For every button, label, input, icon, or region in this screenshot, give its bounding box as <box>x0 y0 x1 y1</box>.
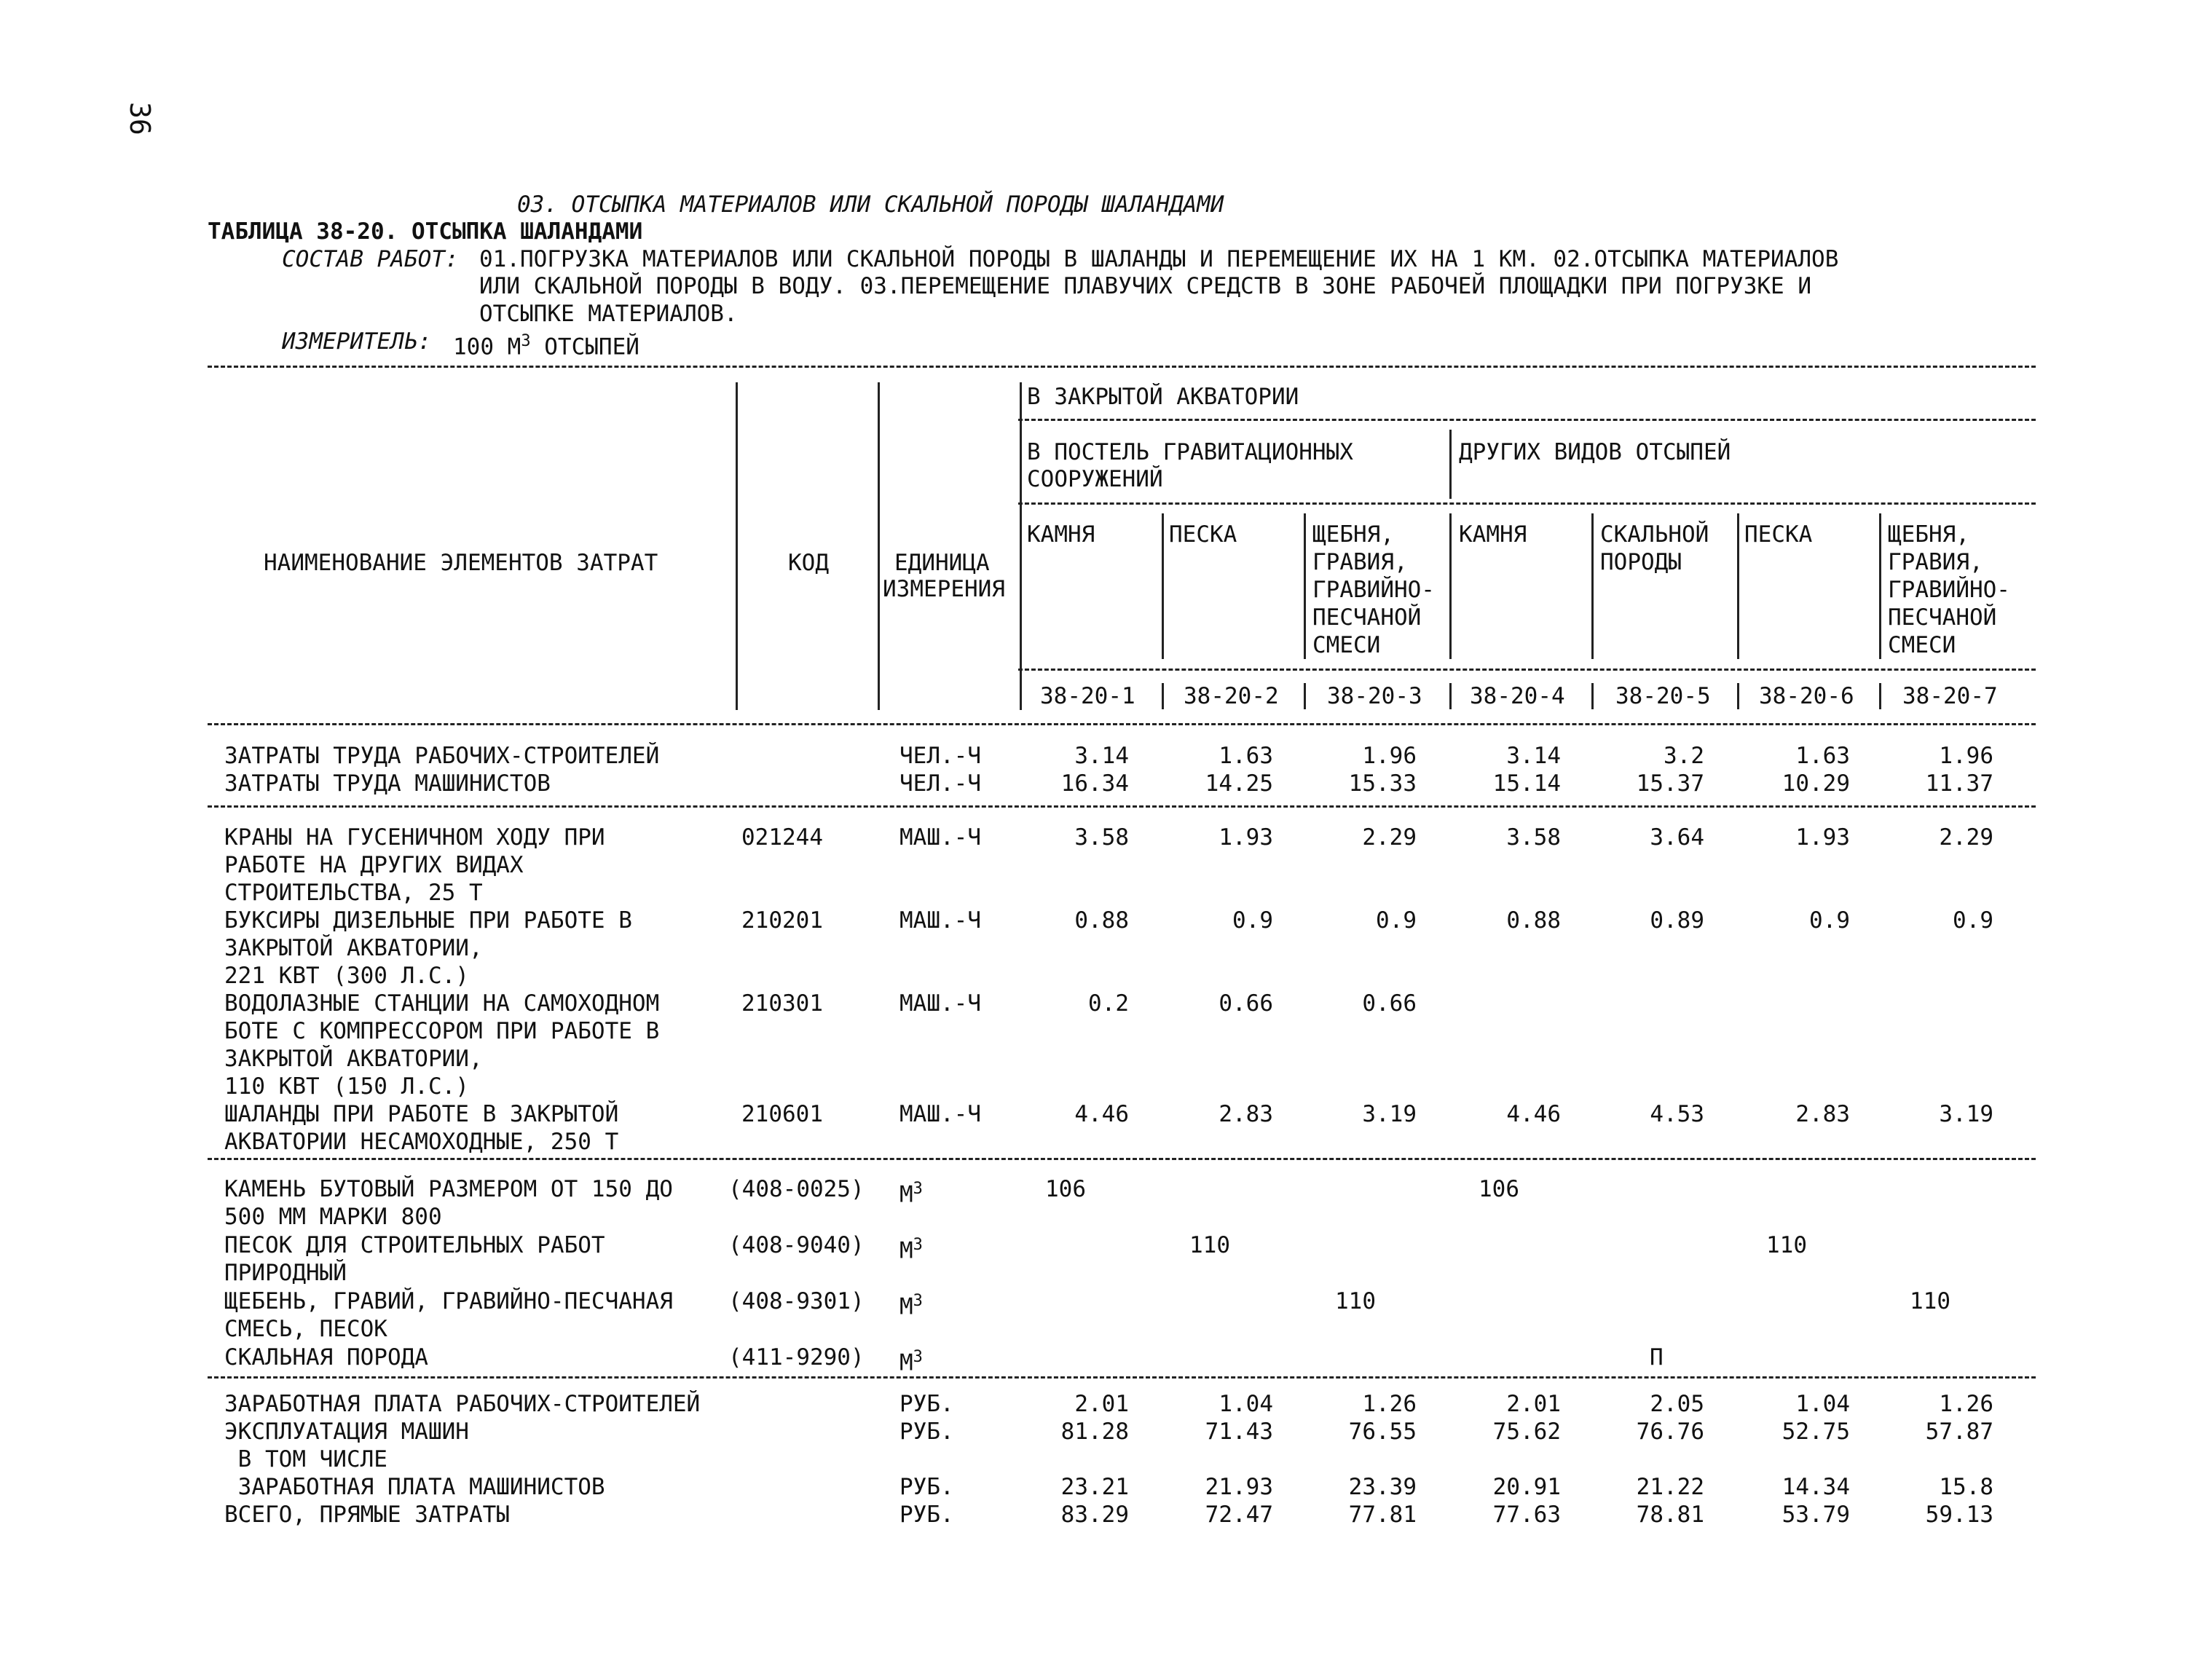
material-value: 110 <box>1335 1288 1376 1314</box>
vline-sub-5 <box>1737 513 1739 659</box>
subcol-3-line-3: ГРАВИЙНО- <box>1312 577 1435 603</box>
machine-unit: МАШ.-Ч <box>899 824 981 851</box>
labor-name: ЗАТРАТЫ ТРУДА МАШИНИСТОВ <box>224 770 551 797</box>
cost-value: 21.93 <box>1205 1474 1273 1500</box>
code-38-20-4: 38-20-4 <box>1470 683 1565 709</box>
machine-value: 0.2 <box>1088 990 1129 1017</box>
header-group-b: ДРУГИХ ВИДОВ ОТСЫПЕЙ <box>1459 439 1731 465</box>
vline-sub-4 <box>1591 513 1594 659</box>
cost-name: ЭКСПЛУАТАЦИЯ МАШИН <box>224 1419 469 1445</box>
measure-label: ИЗМЕРИТЕЛЬ: <box>282 328 432 355</box>
material-unit-text: М <box>899 1349 913 1376</box>
machine-value: 0.88 <box>1074 907 1129 934</box>
vline-code-4 <box>1591 683 1594 709</box>
cost-value: 14.34 <box>1782 1474 1850 1500</box>
cost-value: 15.8 <box>1939 1474 1993 1500</box>
labor-value: 1.63 <box>1795 743 1850 769</box>
vline-sub-6 <box>1879 513 1881 659</box>
labor-value: 1.96 <box>1362 743 1417 769</box>
material-unit-sup: 3 <box>913 1236 923 1254</box>
cost-value: 1.04 <box>1795 1391 1850 1417</box>
subcol-7-line-5: СМЕСИ <box>1888 632 1956 658</box>
cost-value: 78.81 <box>1636 1502 1704 1528</box>
machine-name-line: БУКСИРЫ ДИЗЕЛЬНЫЕ ПРИ РАБОТЕ В <box>224 907 632 934</box>
labor-unit: ЧЕЛ.-Ч <box>899 770 981 797</box>
machine-code: 210201 <box>741 907 823 934</box>
material-code: (411-9290) <box>728 1344 865 1371</box>
material-unit <box>899 1232 923 1263</box>
cost-value: 83.29 <box>1060 1502 1129 1528</box>
vline-code-5 <box>1737 683 1739 709</box>
subcol-3-line-2: ГРАВИЯ, <box>1312 549 1408 575</box>
cost-value: 53.79 <box>1782 1502 1850 1528</box>
cost-value: 2.01 <box>1074 1391 1129 1417</box>
material-unit-sup: 3 <box>913 1180 923 1198</box>
cost-value: 76.55 <box>1348 1419 1417 1445</box>
machine-value: 0.9 <box>1376 907 1417 934</box>
material-value: 106 <box>1045 1176 1086 1202</box>
labor-value: 11.37 <box>1925 770 1993 797</box>
subcol-3-line-1: ЩЕБНЯ, <box>1312 521 1394 548</box>
labor-value: 16.34 <box>1060 770 1129 797</box>
material-name-line: СМЕСЬ, ПЕСОК <box>224 1316 387 1342</box>
page-number: 36 <box>124 102 156 135</box>
subcol-2: ПЕСКА <box>1169 521 1237 548</box>
machine-name-line: БОТЕ С КОМПРЕССОРОМ ПРИ РАБОТЕ В <box>224 1018 660 1044</box>
cost-value: 72.47 <box>1205 1502 1273 1528</box>
vline-sub-3 <box>1449 513 1452 659</box>
subcol-1: КАМНЯ <box>1027 521 1095 548</box>
machine-value: 3.19 <box>1362 1101 1417 1127</box>
material-name-line: ПЕСОК ДЛЯ СТРОИТЕЛЬНЫХ РАБОТ <box>224 1232 605 1258</box>
cost-value: 59.13 <box>1925 1502 1993 1528</box>
machine-value: 2.29 <box>1939 824 1993 851</box>
labor-value: 14.25 <box>1205 770 1273 797</box>
vline-code-2 <box>1304 683 1306 709</box>
cost-value: 52.75 <box>1782 1419 1850 1445</box>
machine-name-line: 110 КВТ (150 Л.С.) <box>224 1073 469 1100</box>
labor-value: 3.14 <box>1506 743 1561 769</box>
vline-sub-1 <box>1162 513 1164 659</box>
material-value: 106 <box>1479 1176 1519 1202</box>
labor-value: 3.2 <box>1664 743 1704 769</box>
vline-unit-left <box>878 382 880 710</box>
machine-unit: МАШ.-Ч <box>899 907 981 934</box>
machine-value: 1.93 <box>1219 824 1273 851</box>
machine-name-line: РАБОТЕ НА ДРУГИХ ВИДАХ <box>224 852 524 878</box>
machine-code: 021244 <box>741 824 823 851</box>
cost-value: 1.04 <box>1219 1391 1273 1417</box>
labor-value: 15.14 <box>1492 770 1561 797</box>
vline-group-split-top <box>1449 430 1452 499</box>
rule-after-labor <box>208 805 2036 808</box>
header-unit-col-2: ИЗМЕРЕНИЯ <box>883 576 1005 602</box>
vline-code-1 <box>1162 683 1164 709</box>
labor-name: ЗАТРАТЫ ТРУДА РАБОЧИХ-СТРОИТЕЛЕЙ <box>224 743 660 769</box>
subcol-6: ПЕСКА <box>1744 521 1813 548</box>
cost-value: 71.43 <box>1205 1419 1273 1445</box>
rule-subgroups <box>1018 502 2036 505</box>
measure-text: 100 $М^3$ ОТСЫПЕЙ <box>453 332 639 360</box>
code-38-20-2: 38-20-2 <box>1184 683 1279 709</box>
code-38-20-6: 38-20-6 <box>1759 683 1854 709</box>
cost-value: 2.05 <box>1650 1391 1704 1417</box>
machine-name-line: СТРОИТЕЛЬСТВА, 25 Т <box>224 880 483 906</box>
rule-header-bottom <box>208 723 2036 725</box>
cost-unit: РУБ. <box>899 1391 954 1417</box>
material-unit-sup: 3 <box>913 1292 923 1310</box>
subcol-7-line-2: ГРАВИЯ, <box>1888 549 1983 575</box>
cost-value: 75.62 <box>1492 1419 1561 1445</box>
header-group-a-2: СООРУЖЕНИЙ <box>1027 466 1163 492</box>
cost-value: 77.81 <box>1348 1502 1417 1528</box>
machine-value: 3.58 <box>1074 824 1129 851</box>
subcol-7-line-4: ПЕСЧАНОЙ <box>1888 604 1997 631</box>
subcol-4: КАМНЯ <box>1459 521 1527 548</box>
cost-value: 23.39 <box>1348 1474 1417 1500</box>
vline-code-left <box>736 382 738 710</box>
machine-value: 4.53 <box>1650 1101 1704 1127</box>
cost-value: 23.21 <box>1060 1474 1129 1500</box>
cost-value: 2.01 <box>1506 1391 1561 1417</box>
machine-value: 4.46 <box>1074 1101 1129 1127</box>
labor-value: 1.63 <box>1219 743 1273 769</box>
section-title: 03. ОТСЫПКА МАТЕРИАЛОВ ИЛИ СКАЛЬНОЙ ПОРОДЫ ШАЛАНДАМИ <box>517 192 1224 218</box>
machine-unit: МАШ.-Ч <box>899 1101 981 1127</box>
material-name-line: СКАЛЬНАЯ ПОРОДА <box>224 1344 428 1371</box>
machine-name-line: ШАЛАНДЫ ПРИ РАБОТЕ В ЗАКРЫТОЙ <box>224 1101 619 1127</box>
subcol-3-line-5: СМЕСИ <box>1312 632 1381 658</box>
cost-value: 20.91 <box>1492 1474 1561 1500</box>
material-unit <box>899 1344 923 1376</box>
cost-unit: РУБ. <box>899 1419 954 1445</box>
material-name-line: ПРИРОДНЫЙ <box>224 1260 347 1286</box>
table-title: ТАБЛИЦА 38-20. ОТСЫПКА ШАЛАНДАМИ <box>208 218 643 245</box>
work-line-2: ИЛИ СКАЛЬНОЙ ПОРОДЫ В ВОДУ. 03.ПЕРЕМЕЩЕНИЕ ПЛАВУЧИХ СРЕДСТВ В ЗОНЕ РАБОЧЕЙ ПЛОЩАДКИ ПРИ ПОГРУЗКЕ И <box>479 273 1812 299</box>
material-code: (408-9301) <box>728 1288 865 1314</box>
subcol-7-line-1: ЩЕБНЯ, <box>1888 521 1969 548</box>
machine-value: 0.9 <box>1809 907 1850 934</box>
machine-value: 2.29 <box>1362 824 1417 851</box>
material-code: (408-9040) <box>728 1232 865 1258</box>
cost-value: 57.87 <box>1925 1419 1993 1445</box>
material-value: 110 <box>1910 1288 1950 1314</box>
subcol-3-line-4: ПЕСЧАНОЙ <box>1312 604 1422 631</box>
header-unit-col-1: ЕДИНИЦА <box>894 550 990 576</box>
header-group-a-1: В ПОСТЕЛЬ ГРАВИТАЦИОННЫХ <box>1027 439 1353 465</box>
cost-unit: РУБ. <box>899 1474 954 1500</box>
cost-value: 81.28 <box>1060 1419 1129 1445</box>
cost-unit: РУБ. <box>899 1502 954 1528</box>
material-name-line: ЩЕБЕНЬ, ГРАВИЙ, ГРАВИЙНО-ПЕСЧАНАЯ <box>224 1288 673 1314</box>
material-unit-text: М <box>899 1181 913 1208</box>
material-value: 110 <box>1189 1232 1230 1258</box>
material-unit-sup: 3 <box>913 1348 923 1366</box>
cost-value: 1.26 <box>1362 1391 1417 1417</box>
code-38-20-1: 38-20-1 <box>1040 683 1135 709</box>
rule-top <box>208 366 2036 368</box>
material-code: (408-0025) <box>728 1176 865 1202</box>
work-line-1: 01.ПОГРУЗКА МАТЕРИАЛОВ ИЛИ СКАЛЬНОЙ ПОРОДЫ В ШАЛАНДЫ И ПЕРЕМЕЩЕНИЕ ИХ НА 1 КМ. 02.ОТСЫПКА МАТЕРИАЛОВ <box>479 246 1839 272</box>
material-unit <box>899 1176 923 1207</box>
labor-value: 15.37 <box>1636 770 1704 797</box>
rule-group-top <box>1018 419 2036 421</box>
machine-name-line: КРАНЫ НА ГУСЕНИЧНОМ ХОДУ ПРИ <box>224 824 605 851</box>
cost-name: В ТОМ ЧИСЛЕ <box>224 1446 387 1472</box>
cost-name: ВСЕГО, ПРЯМЫЕ ЗАТРАТЫ <box>224 1502 510 1528</box>
code-38-20-3: 38-20-3 <box>1327 683 1422 709</box>
cost-value: 1.26 <box>1939 1391 1993 1417</box>
material-value: 110 <box>1766 1232 1807 1258</box>
vline-code-3 <box>1449 683 1452 709</box>
cost-value: 21.22 <box>1636 1474 1704 1500</box>
header-code-col: КОД <box>788 550 829 576</box>
machine-name-line: 221 КВТ (300 Л.С.) <box>224 963 469 989</box>
machine-unit: МАШ.-Ч <box>899 990 981 1017</box>
labor-unit: ЧЕЛ.-Ч <box>899 743 981 769</box>
vline-code-6 <box>1879 683 1881 709</box>
rule-after-materials <box>208 1376 2036 1379</box>
cost-value: 76.76 <box>1636 1419 1704 1445</box>
work-line-3: ОТСЫПКЕ МАТЕРИАЛОВ. <box>479 301 738 327</box>
material-name-line: КАМЕНЬ БУТОВЫЙ РАЗМЕРОМ ОТ 150 ДО <box>224 1176 673 1202</box>
labor-value: 10.29 <box>1782 770 1850 797</box>
machine-value: 3.64 <box>1650 824 1704 851</box>
subcol-5-line-2: ПОРОДЫ <box>1600 549 1682 575</box>
rule-after-machines <box>208 1158 2036 1160</box>
header-name-col: НАИМЕНОВАНИЕ ЭЛЕМЕНТОВ ЗАТРАТ <box>264 550 658 576</box>
vline-sub-2 <box>1304 513 1306 659</box>
work-label: СОСТАВ РАБОТ: <box>282 246 459 272</box>
labor-value: 1.96 <box>1939 743 1993 769</box>
machine-name-line: ЗАКРЫТОЙ АКВАТОРИИ, <box>224 1046 483 1072</box>
material-name-line: 500 ММ МАРКИ 800 <box>224 1204 442 1230</box>
machine-name-line: АКВАТОРИИ НЕСАМОХОДНЫЕ, 250 Т <box>224 1129 619 1155</box>
machine-name-line: ВОДОЛАЗНЫЕ СТАНЦИИ НА САМОХОДНОМ <box>224 990 660 1017</box>
subcol-7-line-3: ГРАВИЙНО- <box>1888 577 2010 603</box>
machine-value: 0.66 <box>1219 990 1273 1017</box>
header-group-top: В ЗАКРЫТОЙ АКВАТОРИИ <box>1027 384 1299 410</box>
labor-value: 3.14 <box>1074 743 1129 769</box>
machine-value: 3.58 <box>1506 824 1561 851</box>
machine-value: 2.83 <box>1795 1101 1850 1127</box>
rule-codes <box>1018 669 2036 671</box>
machine-value: 4.46 <box>1506 1101 1561 1127</box>
subcol-5-line-1: СКАЛЬНОЙ <box>1600 521 1709 548</box>
code-38-20-5: 38-20-5 <box>1615 683 1711 709</box>
machine-code: 210601 <box>741 1101 823 1127</box>
machine-value: 0.66 <box>1362 990 1417 1017</box>
cost-name: ЗАРАБОТНАЯ ПЛАТА РАБОЧИХ-СТРОИТЕЛЕЙ <box>224 1391 701 1417</box>
vline-values-left <box>1020 382 1022 710</box>
machine-code: 210301 <box>741 990 823 1017</box>
material-unit-text: М <box>899 1293 913 1320</box>
material-unit-text: М <box>899 1237 913 1264</box>
machine-value: 3.19 <box>1939 1101 1993 1127</box>
machine-value: 2.83 <box>1219 1101 1273 1127</box>
machine-name-line: ЗАКРЫТОЙ АКВАТОРИИ, <box>224 935 483 961</box>
machine-value: 0.9 <box>1232 907 1273 934</box>
machine-value: 1.93 <box>1795 824 1850 851</box>
labor-value: 15.33 <box>1348 770 1417 797</box>
material-unit <box>899 1288 923 1320</box>
machine-value: 0.88 <box>1506 907 1561 934</box>
machine-value: 0.89 <box>1650 907 1704 934</box>
code-38-20-7: 38-20-7 <box>1902 683 1998 709</box>
cost-value: 77.63 <box>1492 1502 1561 1528</box>
material-value: П <box>1650 1344 1664 1371</box>
machine-value: 0.9 <box>1953 907 1993 934</box>
cost-name: ЗАРАБОТНАЯ ПЛАТА МАШИНИСТОВ <box>224 1474 605 1500</box>
